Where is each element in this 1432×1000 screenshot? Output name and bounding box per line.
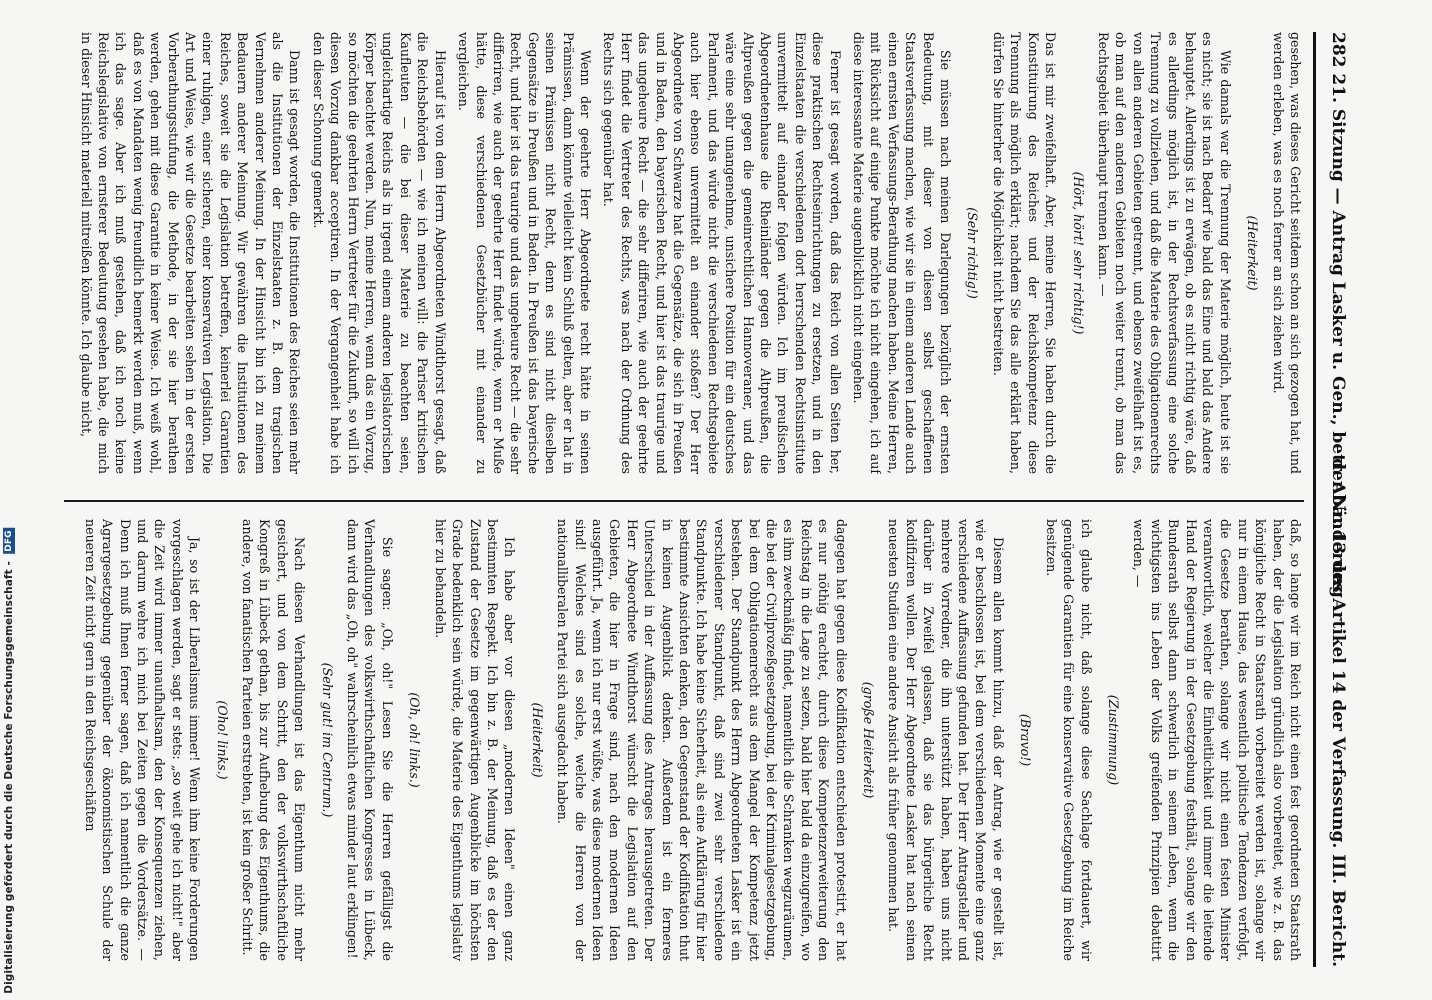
header-right: der Nr. 13 des Artikel 14 der Verfassung. III. Bericht. bbox=[1328, 458, 1348, 967]
interjection: (Sehr gut! im Centrum.) bbox=[319, 662, 335, 818]
paragraph: Wie damals war die Trennung der Materie möglich, heute ist sie es nicht; sie ist nach Bedarf wie bald das Eine und bald das Andere behauptet. Allerdings ist zu erwägen, ob es nicht richtig wäre, daß es allerdings möglich ist, in der Rechtsverfassung eine solche Trennung zu vollziehen, und daß die Materie des Obligationenrechts von allen anderen Gebieten getrennt, und ebenso zweifelhaft ist es, ob man auf den anderen Gebieten noch weiter trennt, ob man das Rechtsgebiet überhaupt trennen kann. — bbox=[1095, 32, 1233, 474]
paragraph: daß, so lange wir im Reich nicht einen fest geordneten Staatsrath haben, der die Legislation gründlich also vorbereitet, wie z. B. das königliche Recht in Staatsrath vorbereitet werden ist, solange wir nur in einem Hause, das wesentlich politische Tendenzen verfolgt, die Gesetze berathen, solange wir nicht einen festen Minister verantwortlich, welcher die Einheitlichkeit und immer die leitende Hand der Regierung in der Gesetzgebung festhält, solange wir den Bundesrath selbst dann schwerlich in seinem Leben, wenn die wichtigsten ins Leben der Volks greifenden Prinzipien debattirt werden, — bbox=[1131, 519, 1303, 961]
paragraph: gesehen, was dieses Gericht seitdem schon an sich gezogen hat, und werden erleben, was es noch ferner an sich ziehen wird. bbox=[1270, 32, 1303, 474]
interjection: (Sehr richtig!) bbox=[965, 207, 981, 299]
paragraph: Ja, so ist der Liberalismus immer! Wenn ihm keine Forderungen vorgeschlagen werden, sagt er stets: „so weit gehe ich nicht!" aber die Zeit wird immer unaufhaltsam, den der Konsequenzen ziehen, und darum wehre ich mich bei Zeiten gegen die Vordersätze. — Denn ich muß Ihnen ferner sagen, daß ich namentlich die ganze Agrargesetzgebung gegenüber der ökonomistischen Schule der neueren Zeit nicht gern in den Reichsgeschäften bbox=[82, 519, 203, 961]
interjection: (Bravo!) bbox=[1018, 713, 1034, 767]
interjection: (Heiterkeit) bbox=[529, 702, 545, 778]
credit-text: Digitalisierung gefördert durch die Deutsche Forschungsgemeinschaft - bbox=[3, 557, 15, 994]
paragraph: Diesem allen kommt hinzu, daß der Antrag, wie er gestellt ist, wie er beschlossen ist, bei dem verschiedenen Momente eine ganz verschiedene Auffassung gefunden hat. Der Herr Antragsteller und mehrere Vorredner, die ihn unterstützt haben, haben uns nicht darüber in Zweifel gelassen, daß sie das bürgerliche Recht kodifiziren wollen. Der Herr Abgeordnete Lasker hat nach seinen neuesten Studien eine andere Ansicht als früher genommen hat. bbox=[886, 519, 1006, 961]
interjection: (Hört, hört! sehr richtig!) bbox=[1070, 171, 1086, 335]
paragraph: Dann ist gesagt worden, die Institutionen des Reiches seien mehr als die Institutionen der Einzelstaaten z. B. dem tragischen Vernehmen anderer Meinung. In der Hinsicht bin ich zu meinem Bedauern anderer Meinung. Wir gewähren die Institutionen des Reiches, soweit sie die Legislation betreffen, keinerlei Garantien einer ruhigen, einer sicheren, einer konservativen Legislation. Die Art und Weise, wie wir die Gesetze bearbeiten sehen in der ersten Vorberathungsstufung, die Methode, in der sie hier berathen werden, gehen mit diese Garantie in keiner Weise. Ich weiß wohl, daß es von Mandaten wenig freundlich bemerkt werden muß, wenn ich das sage. Aber ich muß gestehen, daß ich noch keine Reichslegislative von ernsterer Bedeutung gesehen habe, die mich in dieser Hinsicht materiell mitreißen könnte. Ich glaube nicht, bbox=[78, 32, 303, 474]
right-column bbox=[64, 519, 1304, 961]
paragraph: dagegen hat gegen diese Kodifikation entschieden protestirt, er hat es nur nöthig erachtet, durch diese Kompetenzerweiterung den Reichstag in die Lage zu setzen, bald hier bald da einzugreifen, wo es ihm zweckmäßig findet, namentlich die Schranken wegzuräumen, die bei der Civilprozeßgesetzgebung, bei der Kriminalgesetzgebung, bei dem Obligationenrecht aus dem Mangel der Kompetenz jetzt bestehen. Der Standpunkt des Herrn Abgeordneten Lasker ist ein verschiedener Standpunkt, daß sind zwei sehr verschiedene Standpunkte. Ich habe keine Sicherheit, als eine Aufklärung für hier bestimmte Ansichten denken, den Gegenstand der Kodifikation thut in keinen Augenblick denken. Außerdem ist ein ferneres Unterschied in der Auffassung des Antrages herausgetreten. Der Herr Abgeordnete Windthorst wünscht die Legislation auf den Gebieten, die hier in Frage sind, nach den modernen Ideen ausgeführt. Ja, wenn ich nur erst wüßte, was diese modernen Ideen sind! Welches sind es solche, welche die Herren von der nationalliberalen Partei sich ausgedacht haben. bbox=[555, 519, 849, 961]
paragraph: Wenn der geehrte Herr Abgeordnete recht hätte in seinen Prämissen, dann könnte vielleicht kein Schluß gelten, aber er hat in seinen Prämissen nicht Recht, denn es sind nicht dieselben Gegensätze in Preußen und in Baden. In Preußen ist das bayerische Recht, und hier ist das traurige und das ungeheure Recht — die sehr differiren, wie auch der geehrte Herr findet würde, wenn er Muße hätte, diese verschiedenen Gesetzbücher mit einander zu vergleichen. bbox=[456, 32, 593, 474]
paragraph: ich glaube nicht, daß solange diese Sachlage fortdauert, wir genügende Garantien für eine konservative Gesetzgebung im Reiche besitzen. bbox=[1043, 519, 1094, 961]
left-column bbox=[64, 32, 1304, 474]
paragraph: Ich habe aber vor diesen „modernen Ideen" einen ganz bestimmten Respekt. Ich bin z. B. der Meinung, daß es der den Zustand der Gesetze im gegenwärtigen Augenblicke im höchsten Grade bedenklich sein würde, die Materie des Eigenthums legislativ hier zu behandeln. bbox=[432, 519, 518, 961]
paragraph: Nach diesen Verhandlungen ist das Eigenthum nicht mehr gesichert, und von dem Schritt, den der volkswirthschaftliche Kongreß in Lübeck gethan, bis zur Aufhebung des Eigenthums, die andere, von fanatischen Parteien erstrebten, ist kein großer Schritt. bbox=[240, 519, 308, 961]
running-header bbox=[1313, 32, 1356, 967]
interjection: (große Heiterkeit) bbox=[861, 681, 877, 799]
interjection: (Zustimmung) bbox=[1105, 694, 1121, 786]
paragraph: Das ist mir zweifelhaft. Aber, meine Herren, Sie haben durch die Konstituirung des Reiches und der Reichskompetenz diese Trennung als möglich erklärt; nachdem Sie das alle erklärt haben, dürfen Sie hinterher die Möglichkeit nicht bestreiten. bbox=[990, 32, 1059, 474]
interjection: (Heiterkeit) bbox=[1245, 215, 1261, 291]
column-divider bbox=[64, 500, 1304, 502]
paragraph: Sie sagen: „Oh, oh!" Lesen Sie die Herren gefälligst die Verhandlungen des volkswirthschaftlichen Kongresses in Lübeck, dann wird das „Oh, oh" wahrscheinlich etwas minder laut erklingen! bbox=[345, 519, 395, 961]
dfg-logo: DFG bbox=[4, 530, 14, 552]
interjection: (Oh, oh! links.) bbox=[407, 692, 423, 788]
paragraph: Hierauf ist von dem Herrn Abgeordneten Windthorst gesagt, daß die Reichsbehörden — wie ich meinen will: die Pariser kritischen Kaufleuten — die bei dieser Materie zu beachten seien, ungleichartige Reichs als in irgend einem anderen legislatorischen Körper beachtet werden. Nun, meine Herren, wenn das ein Vorzug, so möchten die geehrten Herrn Vertreter für die Zukunft, so will ich diesen Vorzug dankbar acceptiren. In der Vergangenheit habe ich den dieser Schonung gemerkt. bbox=[310, 32, 448, 474]
header-left: 282 21. Sitzung — Antrag Lasker u. Gen., betr. Abänderung bbox=[1328, 32, 1348, 598]
document-page bbox=[57, 22, 1362, 972]
paragraph: Ferner ist gesagt worden, daß das Reich von allen Seiten her, diese praktischen Rechtseinrichtungen zu ersetzen, und in den Einzelstaaten die verschiedenen dort herrschenden Rechtsinstitute unvermittelt auf einander folgen würden. Ich im preußischen Abgeordnetenhause die Rheinländer gegen die Altpreußen, die Altpreußen gegen die gemeinrechtlichen Hannoveraner, und das wäre eine sehr unangenehme, unsichere Position für ein deutsches Parlament, und das würde nicht die verschiedenen Rechtsgebiete auch hier ebenso unvermittelt an einander stoßen? Der Herr Abgeordnete von Schwarze hat die Gegensätze, die sich in Preußen und in Baden, den bayerischen Recht, und hier ist das traurige und das ungeheure Recht — die sehr differiren, wie auch der geehrte Herr findet die Vertreter des Rechts, was nach der Ordnung des Rechts sich gegenüber hat. bbox=[601, 32, 843, 474]
paragraph: Sie müssen nach meinen Darlegungen bezüglich der ernsten Bedeutung, mit dieser von diesen selbst geschaffenen Staatsverfassung machen, wie wir sie in einem anderen Lande auch einen ernsten Verfassungs-Berathung machen haben. Meine Herren, mit Rücksicht auf einige Punkte möchte ich nicht eingehen, ich auf diese interessante Materie augenblicklich nicht eingehen. bbox=[851, 32, 954, 474]
interjection: (Oho! links.) bbox=[214, 700, 230, 780]
